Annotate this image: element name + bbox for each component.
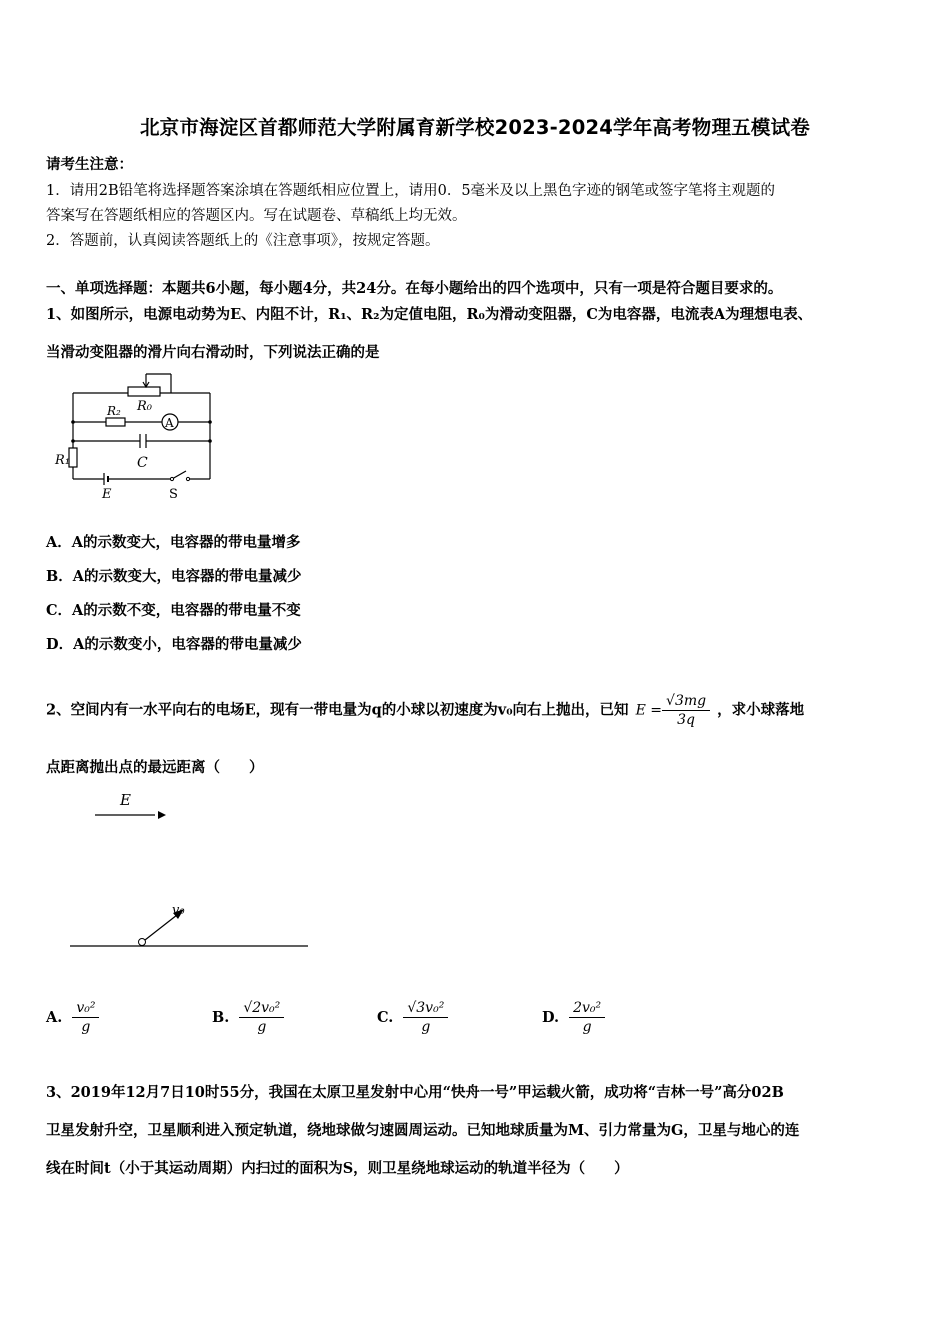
q2-text-b: ，求小球落地	[717, 701, 805, 719]
option-numerator: v₀²	[72, 1000, 99, 1018]
notice-item-1a: 1．请用2B铅笔将选择题答案涂填在答题纸相应位置上，请用0．5毫米及以上黑色字迹的钢笔或签字笔将主观题的	[46, 183, 776, 199]
label-r2: R₂	[107, 404, 121, 418]
option-label: D.	[542, 1009, 560, 1026]
option-denominator: g	[421, 1019, 431, 1035]
q2-option-d[interactable]	[542, 1000, 605, 1035]
ammeter-symbol: A	[165, 416, 174, 430]
option-numerator: √3v₀²	[403, 1000, 448, 1018]
q1-stem-line2: 当滑动变阻器的滑片向右滑动时，下列说法正确的是	[46, 344, 380, 361]
page-title: 北京市海淀区首都师范大学附属育新学校2023-2024学年高考物理五模试卷	[139, 116, 811, 139]
q1-stem-line1: 1、如图所示，电源电动势为E、内阻不计，R₁、R₂为定值电阻，R₀为滑动变阻器，C为电容器，电流表A为理想电表、	[46, 306, 813, 323]
q2-formula	[636, 693, 710, 728]
notice-item-2: 2．答题前，认真阅读答题纸上的《注意事项》，按规定答题。	[46, 233, 440, 249]
field-label: E	[120, 791, 131, 809]
option-denominator: g	[257, 1019, 267, 1035]
q2-option-b[interactable]	[212, 1000, 284, 1035]
formula-denominator: 3q	[677, 712, 695, 728]
q1-option-d[interactable]: D．A的示数变小，电容器的带电量减少	[46, 636, 302, 653]
q2-option-a[interactable]	[46, 1000, 99, 1035]
q1-option-a[interactable]: A．A的示数变大，电容器的带电量增多	[46, 534, 301, 551]
velocity-label: v₀	[172, 903, 185, 918]
option-label: C.	[377, 1009, 394, 1026]
q3-stem-line3: 线在时间t（小于其运动周期）内扫过的面积为S，则卫星绕地球运动的轨道半径为（ ）	[46, 1160, 629, 1177]
option-numerator: √2v₀²	[239, 1000, 284, 1018]
circuit-diagram	[50, 368, 220, 508]
q3-stem-line2: 卫星发射升空，卫星顺利进入预定轨道，绕地球做匀速圆周运动。已知地球质量为M、引力常量为G，卫星与地心的连	[46, 1122, 800, 1139]
option-denominator: g	[81, 1019, 91, 1035]
section-heading: 一、单项选择题：本题共6小题，每小题4分，共24分。在每小题给出的四个选项中，只有一项是符合题目要求的。	[46, 280, 783, 297]
notice-heading: 请考生注意：	[46, 156, 133, 173]
projectile-diagram	[60, 785, 320, 955]
formula-numerator: √3mg	[662, 693, 710, 711]
q3-stem-line1: 3、2019年12月7日10时55分，我国在太原卫星发射中心用“快舟一号”甲运载火箭，成功将“吉林一号”高分02B	[46, 1084, 784, 1101]
option-numerator: 2v₀²	[569, 1000, 605, 1018]
formula-lhs: E =	[635, 702, 663, 719]
q1-option-c[interactable]: C．A的示数不变，电容器的带电量不变	[46, 602, 301, 619]
label-s: S	[169, 487, 178, 502]
label-r1: R₁	[55, 453, 70, 468]
q1-option-b[interactable]: B．A的示数变大，电容器的带电量减少	[46, 568, 302, 585]
q2-option-c[interactable]	[377, 1000, 448, 1035]
q2-stem-line1	[46, 693, 804, 728]
option-label: A.	[46, 1009, 63, 1026]
option-denominator: g	[582, 1019, 592, 1035]
label-r0: R₀	[137, 399, 152, 414]
label-e: E	[102, 487, 112, 502]
label-c: C	[137, 455, 148, 471]
q2-stem-line2: 点距离抛出点的最远距离（ ）	[46, 759, 264, 776]
option-label: B.	[212, 1009, 230, 1026]
q2-text-a: 2、空间内有一水平向右的电场E，现有一带电量为q的小球以初速度为v₀向右上抛出，已知	[46, 701, 629, 719]
notice-item-1b: 答案写在答题纸相应的答题区内。写在试题卷、草稿纸上均无效。	[46, 208, 467, 224]
